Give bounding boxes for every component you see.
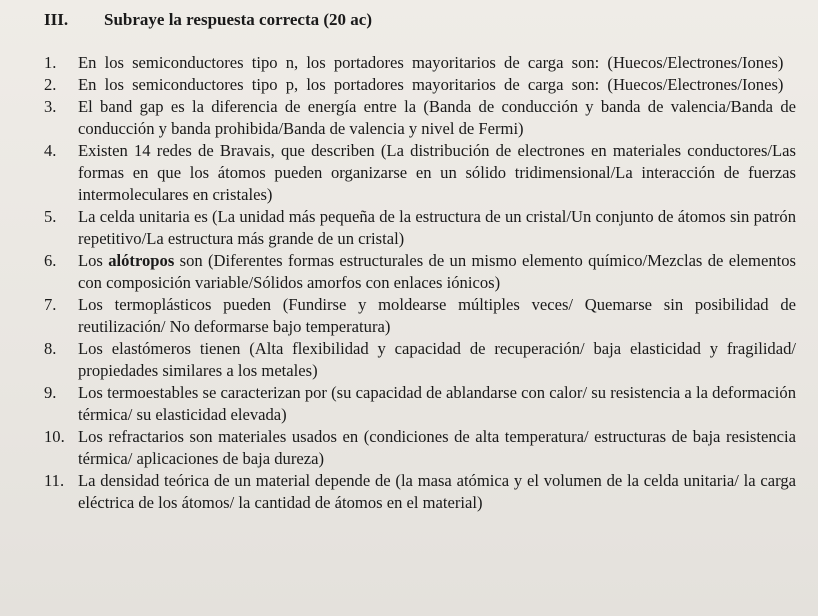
question-text: Los refractarios son materiales usados en (condiciones de alta temperatura/ estructuras de baja resistencia térmica/ aplicaciones de baja dureza) [78, 427, 796, 468]
question-text: En los semiconductores tipo n, los portadores mayoritarios de carga son: (Huecos/Electrones/Iones) [78, 53, 784, 72]
question-item [44, 382, 796, 426]
question-number: 5. [44, 207, 57, 226]
question-number: 2. [44, 75, 57, 94]
question-text: La densidad teórica de un material depende de (la masa atómica y el volumen de la celda unitaria/ la carga eléctrica de los átomos/ la cantidad de átomos en el material) [78, 471, 796, 512]
question-item [44, 426, 796, 470]
question-text [78, 250, 796, 294]
question-item [44, 250, 796, 294]
question-text: Existen 14 redes de Bravais, que describen (La distribución de electrones en materiales conductores/Las formas en que los átomos pueden organizarse en un sólido tridimensional/La interacción de fuerzas intermoleculares en cristales) [78, 141, 796, 204]
section-number: III. [44, 10, 69, 29]
question-text: Los termoplásticos pueden (Fundirse y moldearse múltiples veces/ Quemarse sin posibilidad de reutilización/ No deformarse bajo temperatura) [78, 295, 796, 336]
question-item [44, 74, 796, 96]
question-item [44, 294, 796, 338]
question-number: 7. [44, 295, 57, 314]
section-heading [44, 10, 796, 30]
question-number: 1. [44, 53, 57, 72]
question-number: 6. [44, 251, 57, 270]
question-text: Los termoestables se caracterizan por (su capacidad de ablandarse con calor/ su resistencia a la deformación térmica/ su elasticidad elevada) [78, 383, 796, 424]
question-text-prefix: Los [78, 251, 103, 270]
question-number: 10. [44, 427, 65, 446]
bold-term: alótropos [108, 251, 175, 270]
question-text: En los semiconductores tipo p, los portadores mayoritarios de carga son: (Huecos/Electrones/Iones) [78, 75, 784, 94]
question-text: La celda unitaria es (La unidad más pequeña de la estructura de un cristal/Un conjunto de átomos sin patrón repetitivo/La estructura más grande de un cristal) [78, 207, 796, 248]
question-number: 11. [44, 471, 65, 490]
question-item [44, 96, 796, 140]
question-number: 8. [44, 339, 57, 358]
question-item [44, 338, 796, 382]
question-list [44, 52, 796, 514]
question-number: 4. [44, 141, 57, 160]
question-number: 3. [44, 97, 57, 116]
section-title: Subraye la respuesta correcta (20 ac) [104, 10, 373, 29]
question-text: El band gap es la diferencia de energía entre la (Banda de conducción y banda de valencia/Banda de conducción y banda prohibida/Banda de valencia y nivel de Fermi) [78, 97, 796, 138]
question-item [44, 52, 796, 74]
question-item [44, 206, 796, 250]
question-text-rest: son (Diferentes formas estructurales de un mismo elemento químico/Mezclas de elementos con composición variable/Sólidos amorfos con enlaces iónicos) [78, 251, 796, 292]
question-item [44, 140, 796, 206]
question-item [44, 470, 796, 514]
question-text: Los elastómeros tienen (Alta flexibilidad y capacidad de recuperación/ baja elasticidad y fragilidad/ propiedades similares a los metales) [78, 339, 796, 380]
question-number: 9. [44, 383, 57, 402]
